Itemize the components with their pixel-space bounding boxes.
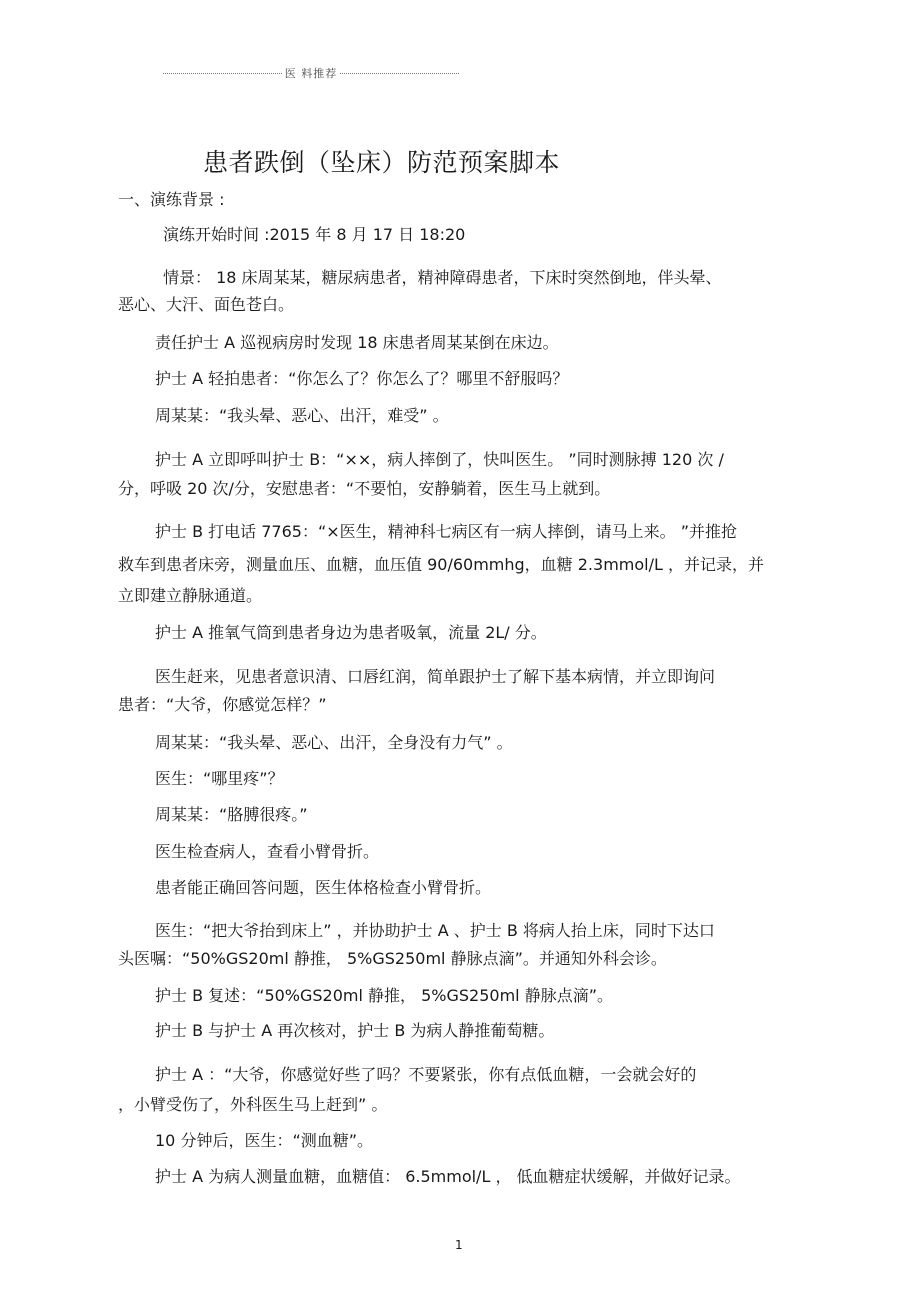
paragraph-line: 周某某：“我头晕、恶心、出汗，全身没有力气” 。 <box>155 733 513 752</box>
paragraph-line: 患者能正确回答问题，医生体格检查小臂骨折。 <box>155 878 492 897</box>
paragraph-line: 周某某：“我头晕、恶心、出汗，难受” 。 <box>155 406 449 425</box>
drill-start-time: 演练开始时间 :2015 年 8 月 17 日 18:20 <box>163 225 466 244</box>
paragraph-line: 护士 B 打电话 7765：“×医生，精神科七病区有一病人摔倒，请马上来。 ”并推抢 <box>155 522 738 541</box>
paragraph-line: 护士 B 复述：“50%GS20ml 静推， 5%GS250ml 静脉点滴”。 <box>155 986 614 1005</box>
paragraph-line: 医生赶来，见患者意识清、口唇红润，简单跟护士了解下基本病情，并立即询问 <box>155 667 716 686</box>
paragraph-line: 分，呼吸 20 次/分，安慰患者：“不要怕，安静躺着，医生马上就到。 <box>118 479 611 498</box>
document-title: 患者跌倒（坠床）防范预案脚本 <box>203 148 561 177</box>
paragraph-line: 头医嘱：“50%GS20ml 静推， 5%GS250ml 静脉点滴”。并通知外科会诊。 <box>118 949 667 968</box>
paragraph-line: 护士 B 与护士 A 再次核对，护士 B 为病人静推葡萄糖。 <box>155 1021 555 1040</box>
paragraph-line: 护士 A 立即呼叫护士 B：“××，病人摔倒了，快叫医生。 ”同时测脉搏 120 次 / <box>155 450 724 469</box>
scenario-line-2: 恶心、大汗、面色苍白。 <box>118 295 295 314</box>
page-header <box>163 64 459 82</box>
paragraph-line: 周某某：“胳膊很疼。” <box>155 805 308 824</box>
header-dotted-rule-right <box>340 73 459 74</box>
paragraph-line: 患者：“大爷，你感觉怎样？” <box>118 695 327 714</box>
paragraph-line: 10 分钟后，医生：“测血糖”。 <box>155 1131 374 1150</box>
paragraph-line: 护士 A ：“大爷，你感觉好些了吗？不要紧张，你有点低血糖，一会就会好的 <box>155 1065 697 1084</box>
paragraph-line: 救车到患者床旁，测量血压、血糖，血压值 90/60mmhg，血糖 2.3mmol/L ，并记录，并 <box>118 555 764 574</box>
page-number: 1 <box>455 1238 463 1252</box>
paragraph-line: 护士 A 为病人测量血糖，血糖值： 6.5mmol/L ， 低血糖症状缓解，并做好记录。 <box>155 1167 741 1186</box>
section-heading: 一、演练背景 : <box>118 190 225 209</box>
scenario-line-1: 情景： 18 床周某某，糖尿病患者，精神障碍患者，下床时突然倒地，伴头晕、 <box>163 268 722 287</box>
paragraph-line: 护士 A 轻拍患者：“你怎么了？你怎么了？哪里不舒服吗？ <box>155 369 569 388</box>
paragraph-line: 立即建立静脉通道。 <box>118 586 263 605</box>
paragraph-line: 护士 A 推氧气筒到患者身边为患者吸氧，流量 2L/ 分。 <box>155 623 547 642</box>
paragraph-line: 医生检查病人，查看小臂骨折。 <box>155 842 380 861</box>
paragraph-line: ，小臂受伤了，外科医生马上赶到” 。 <box>118 1095 388 1114</box>
paragraph-line: 医生：“哪里疼”？ <box>155 769 284 788</box>
header-dotted-rule-left <box>163 73 282 74</box>
paragraph-line: 责任护士 A 巡视病房时发现 18 床患者周某某倒在床边。 <box>155 333 559 352</box>
paragraph-line: 医生：“把大爷抬到床上” ，并协助护士 A 、护士 B 将病人抬上床，同时下达口 <box>155 921 715 940</box>
header-text: 医 料推荐 <box>284 67 338 80</box>
